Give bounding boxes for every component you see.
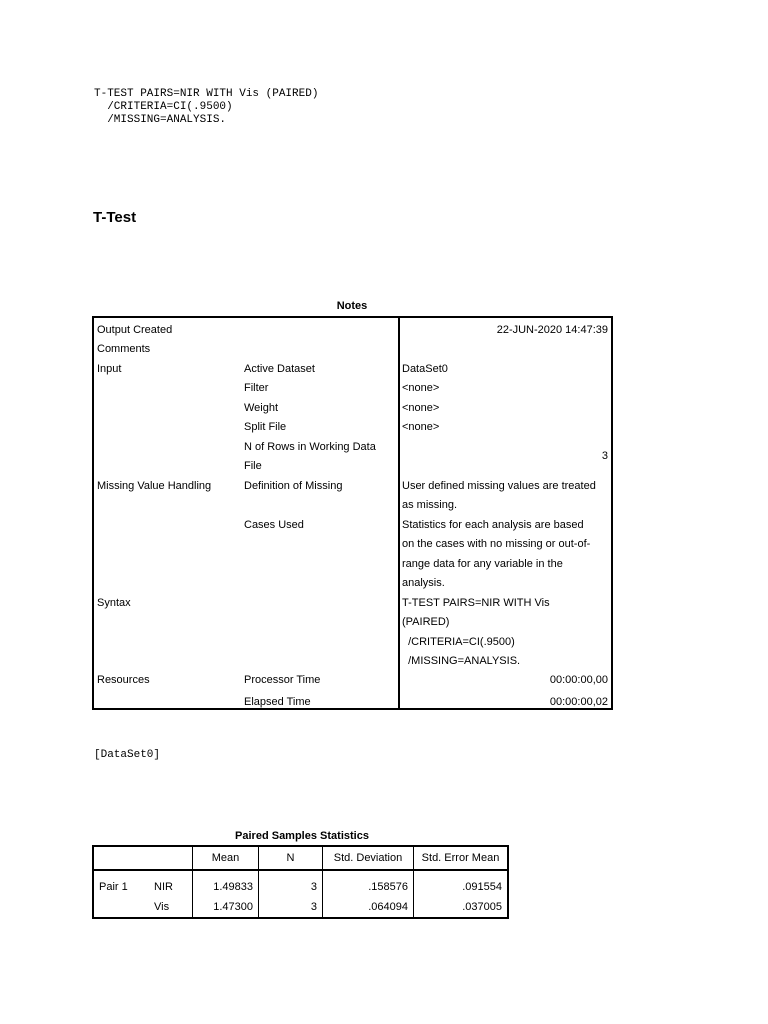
syntax-line-2: /CRITERIA=CI(.9500)	[94, 101, 233, 113]
syntax-block	[94, 88, 318, 127]
notes-resources-label: Resources	[97, 674, 150, 686]
paired-stats-table	[92, 845, 509, 919]
notes-cases-used-value-line3: range data for any variable in the	[402, 558, 563, 570]
notes-elapsed-time-label: Elapsed Time	[244, 696, 311, 708]
notes-active-dataset-value: DataSet0	[402, 363, 448, 375]
notes-table-caption: Notes	[336, 300, 368, 312]
notes-rows-label-line1: N of Rows in Working Data	[244, 441, 376, 453]
notes-weight-value: <none>	[402, 402, 440, 414]
syntax-line-3: /MISSING=ANALYSIS.	[94, 114, 227, 126]
syntax-line-1: T-TEST PAIRS=NIR WITH Vis (PAIRED)	[94, 88, 319, 100]
notes-output-created-label: Output Created	[97, 324, 173, 336]
notes-syntax-value-line2: (PAIRED)	[402, 616, 450, 628]
table-row	[93, 870, 508, 897]
row-std-deviation: .158576	[323, 870, 414, 897]
notes-cases-used-value-line4: analysis.	[402, 577, 445, 589]
row-mean: 1.49833	[193, 870, 259, 897]
row-n: 3	[259, 870, 323, 897]
table-row	[93, 897, 508, 918]
notes-column-divider	[398, 318, 400, 708]
notes-syntax-value-line3: /CRITERIA=CI(.9500)	[402, 636, 515, 648]
header-blank-2	[149, 846, 193, 870]
notes-weight-label: Weight	[244, 402, 279, 414]
notes-input-label: Input	[97, 363, 122, 375]
row-variable: Vis	[149, 897, 193, 918]
row-variable: NIR	[154, 881, 173, 893]
notes-missing-label: Missing Value Handling	[97, 480, 212, 492]
row-n: 3	[259, 897, 323, 918]
notes-split-file-value: <none>	[402, 421, 440, 433]
notes-filter-label: Filter	[244, 382, 269, 394]
notes-elapsed-time-value: 00:00:00,02	[549, 696, 608, 708]
notes-rows-label-line2: File	[244, 460, 262, 472]
notes-rows-value: 3	[601, 450, 608, 462]
paired-stats-header-row	[93, 846, 508, 870]
notes-cases-used-label: Cases Used	[244, 519, 304, 531]
notes-table	[92, 316, 613, 710]
dataset-tag: [DataSet0]	[94, 749, 161, 761]
row-std-error-mean: .037005	[414, 897, 509, 918]
notes-filter-value: <none>	[402, 382, 440, 394]
notes-processor-time-label: Processor Time	[244, 674, 321, 686]
paired-stats-caption: Paired Samples Statistics	[235, 830, 369, 842]
row-mean: 1.47300	[193, 897, 259, 918]
header-std-deviation: Std. Deviation	[323, 846, 414, 870]
notes-active-dataset-label: Active Dataset	[244, 363, 315, 375]
notes-split-file-label: Split File	[244, 421, 287, 433]
header-std-error-mean: Std. Error Mean	[414, 846, 509, 870]
notes-syntax-label: Syntax	[97, 597, 131, 609]
notes-syntax-value-line1: T-TEST PAIRS=NIR WITH Vis	[402, 597, 550, 609]
page-title: T-Test	[93, 209, 137, 226]
header-mean: Mean	[193, 846, 259, 870]
notes-cases-used-value-line1: Statistics for each analysis are based	[402, 519, 584, 531]
notes-processor-time-value: 00:00:00,00	[549, 674, 608, 686]
pair-label: Pair 1	[93, 870, 149, 897]
header-n: N	[259, 846, 323, 870]
notes-comments-label: Comments	[97, 343, 151, 355]
notes-output-created-value: 22-JUN-2020 14:47:39	[496, 324, 608, 336]
notes-cases-used-value-line2: on the cases with no missing or out-of-	[402, 538, 591, 550]
notes-syntax-value-line4: /MISSING=ANALYSIS.	[402, 655, 521, 667]
notes-definition-value-line1: User defined missing values are treated	[402, 480, 596, 492]
header-blank-1	[93, 846, 149, 870]
pair-label-empty	[93, 897, 149, 918]
row-std-deviation: .064094	[323, 897, 414, 918]
notes-definition-value-line2: as missing.	[402, 499, 458, 511]
notes-definition-label: Definition of Missing	[244, 480, 343, 492]
row-std-error-mean: .091554	[414, 870, 509, 897]
